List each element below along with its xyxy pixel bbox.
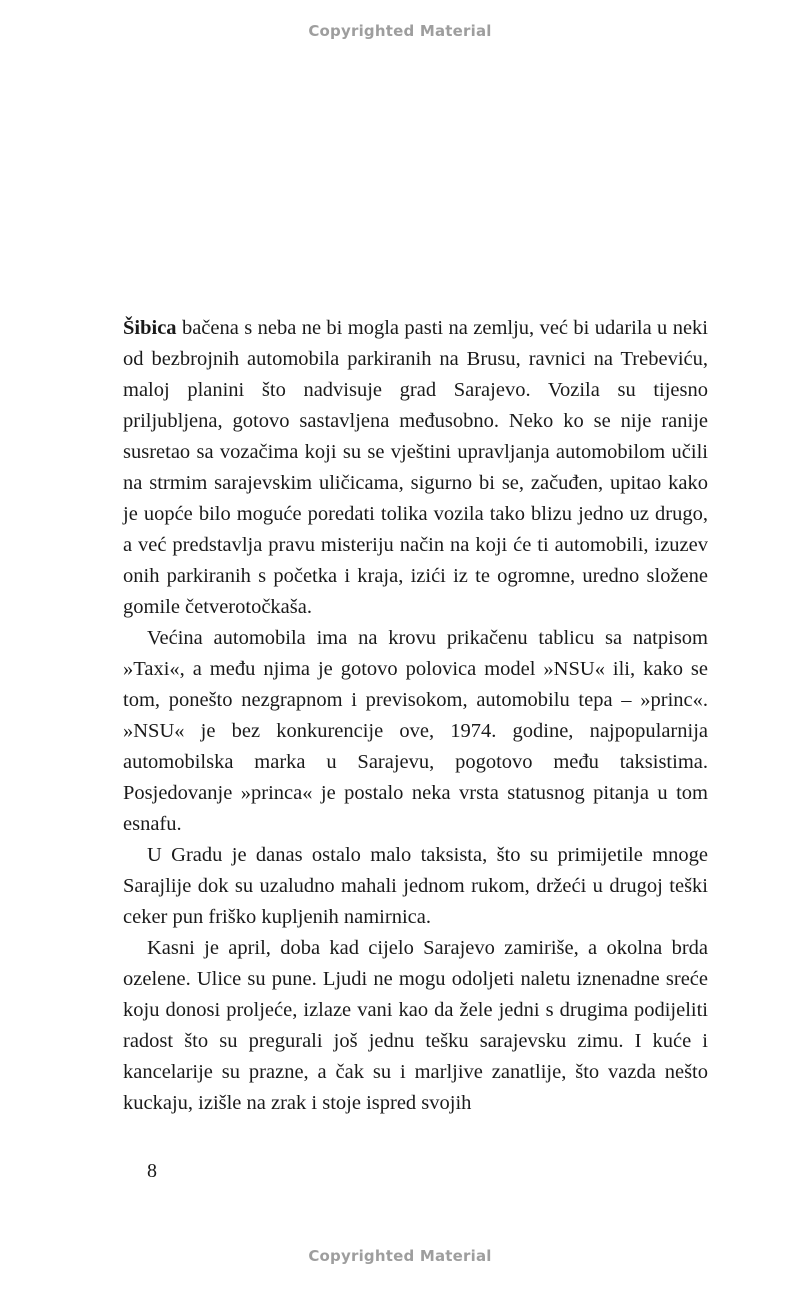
watermark-top: Copyrighted Material	[308, 22, 492, 40]
paragraph-1	[123, 313, 708, 623]
paragraph-2: Većina automobila ima na krovu prikačenu tablicu sa natpisom »Taxi«, a među njima je gotovo polovica model »NSU« ili, kako se tom, ponešto nezgrapnom i previsokom, automobilu tepa – »princ«. »NSU« je bez konkurencije ove, 1974. godine, najpopularnija automobilska marka u Sarajevu, pogotovo među taksistima. Posjedovanje »princa« je postalo neka vrsta statusnog pitanja u tom esnafu.	[123, 627, 708, 835]
paragraph-1-text: bačena s neba ne bi mogla pasti na zemlju, već bi udarila u neki od bezbrojnih automobila parkiranih na Brusu, ravnici na Trebeviću, maloj planini što nadvisuje grad Sarajevo. Vozila su tijesno priljubljena, gotovo sastavljena međusobno. Neko ko se nije ranije susretao sa vozačima koji su se vještini upravljanja automobilom učili na strmim sarajevskim uličicama, sigurno bi se, začuđen, upitao kako je uopće bilo moguće poredati tolika vozila tako blizu jedno uz drugo, a već predstavlja pravu misteriju način na koji će ti automobili, izuzev onih parkiranih s početka i kraja, izići iz te ogromne, uredno složene gomile četverotočkaša.	[123, 317, 708, 618]
page-number: 8	[147, 1160, 157, 1182]
lead-word: Šibica	[123, 317, 177, 339]
watermark-bottom: Copyrighted Material	[308, 1247, 492, 1265]
body-text	[123, 313, 708, 1119]
paragraph-3: U Gradu je danas ostalo malo taksista, što su primijetile mnoge Sarajlije dok su uzaludno mahali jednom rukom, držeći u drugoj teški ceker pun friško kupljenih namirnica.	[123, 844, 708, 928]
paragraph-4: Kasni je april, doba kad cijelo Sarajevo zamiriše, a okolna brda ozelene. Ulice su pune. Ljudi ne mogu odoljeti naletu iznenadne sreće koju donosi proljeće, izlaze vani kao da žele jedni s drugima podijeliti radost što su pregurali još jednu tešku sarajevsku zimu. I kuće i kancelarije su prazne, a čak su i marljive zanatlije, što vazda nešto kuckaju, izišle na zrak i stoje ispred svojih	[123, 937, 708, 1114]
